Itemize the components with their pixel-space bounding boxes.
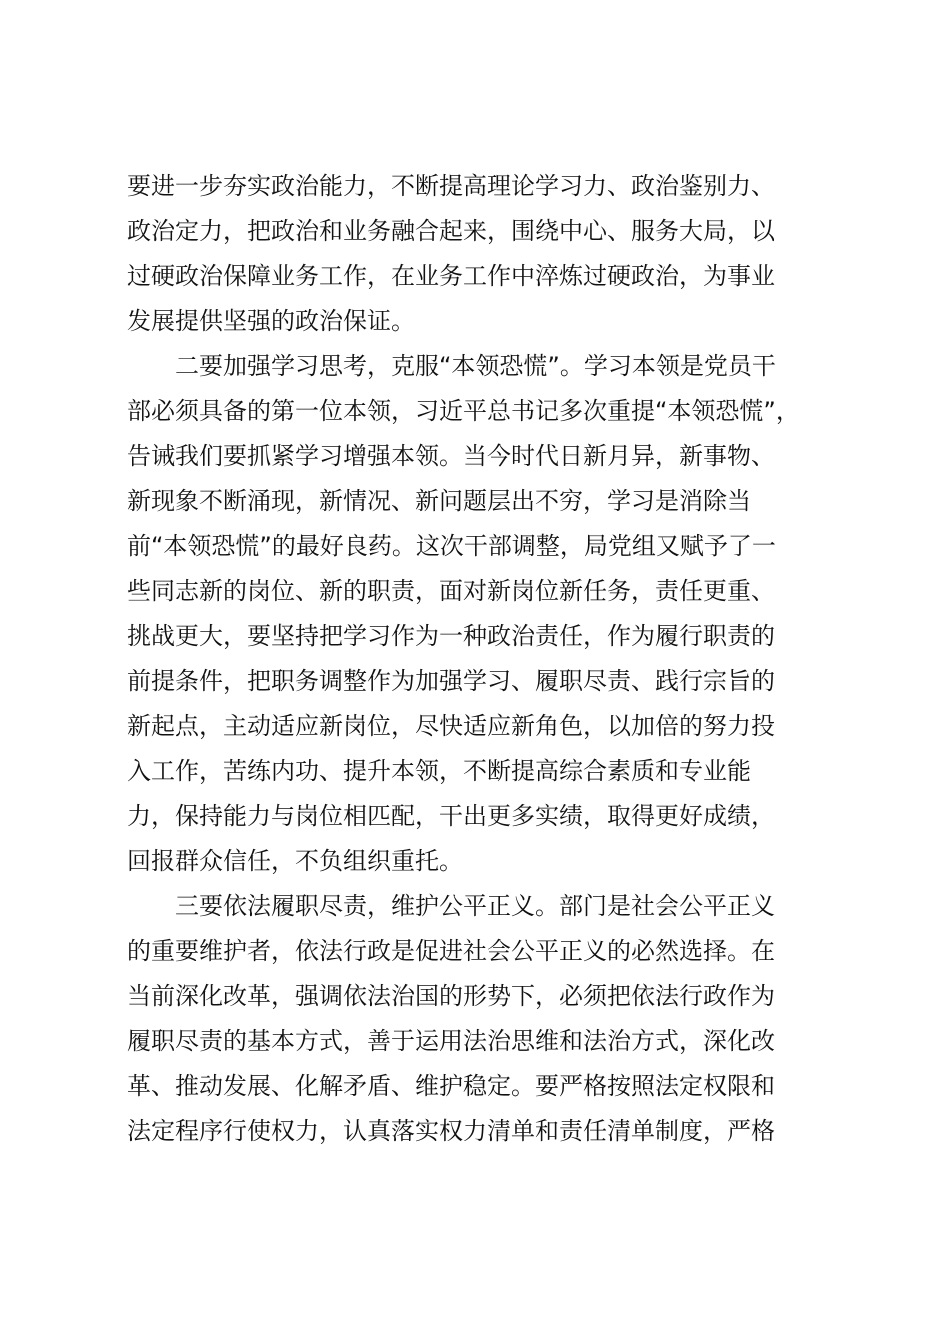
text-line: 发展提供坚强的政治保证。 (127, 307, 415, 335)
text-line: 当前深化改革，强调依法治国的形势下，必须把依法行政作为 (127, 982, 775, 1010)
text-line: 前提条件，把职务调整作为加强学习、履职尽责、践行宗旨的 (127, 667, 775, 695)
text-line: 告诫我们要抓紧学习增强本领。当今时代日新月异，新事物、 (127, 442, 775, 470)
text-line: 力，保持能力与岗位相匹配，干出更多实绩，取得更好成绩， (127, 802, 775, 830)
text-line: 部必须具备的第一位本领，习近平总书记多次重提“本领恐慌”， (127, 397, 800, 425)
text-line: 新起点，主动适应新岗位，尽快适应新角色，以加倍的努力投 (127, 712, 775, 740)
text-line: 二要加强学习思考，克服“本领恐慌”。学习本领是党员干 (127, 352, 776, 380)
text-line: 法定程序行使权力，认真落实权力清单和责任清单制度，严格 (127, 1117, 775, 1145)
text-line: 些同志新的岗位、新的职责，面对新岗位新任务，责任更重、 (127, 577, 775, 605)
text-line: 挑战更大，要坚持把学习作为一种政治责任，作为履行职责的 (127, 622, 775, 650)
text-line: 履职尽责的基本方式，善于运用法治思维和法治方式，深化改 (127, 1027, 775, 1055)
text-line: 回报群众信任，不负组织重托。 (127, 847, 463, 875)
document-body (127, 172, 827, 1162)
text-line: 过硬政治保障业务工作，在业务工作中淬炼过硬政治，为事业 (127, 262, 775, 290)
text-line: 三要依法履职尽责，维护公平正义。部门是社会公平正义 (127, 892, 775, 920)
text-line: 政治定力，把政治和业务融合起来，围绕中心、服务大局，以 (127, 217, 775, 245)
text-line: 要进一步夯实政治能力，不断提高理论学习力、政治鉴别力、 (127, 172, 775, 200)
text-line: 革、推动发展、化解矛盾、维护稳定。要严格按照法定权限和 (127, 1072, 775, 1100)
text-line: 新现象不断涌现，新情况、新问题层出不穷，学习是消除当 (127, 487, 751, 515)
text-line: 入工作，苦练内功、提升本领，不断提高综合素质和专业能 (127, 757, 751, 785)
text-line: 前“本领恐慌”的最好良药。这次干部调整，局党组又赋予了一 (127, 532, 776, 560)
text-line: 的重要维护者，依法行政是促进社会公平正义的必然选择。在 (127, 937, 775, 965)
